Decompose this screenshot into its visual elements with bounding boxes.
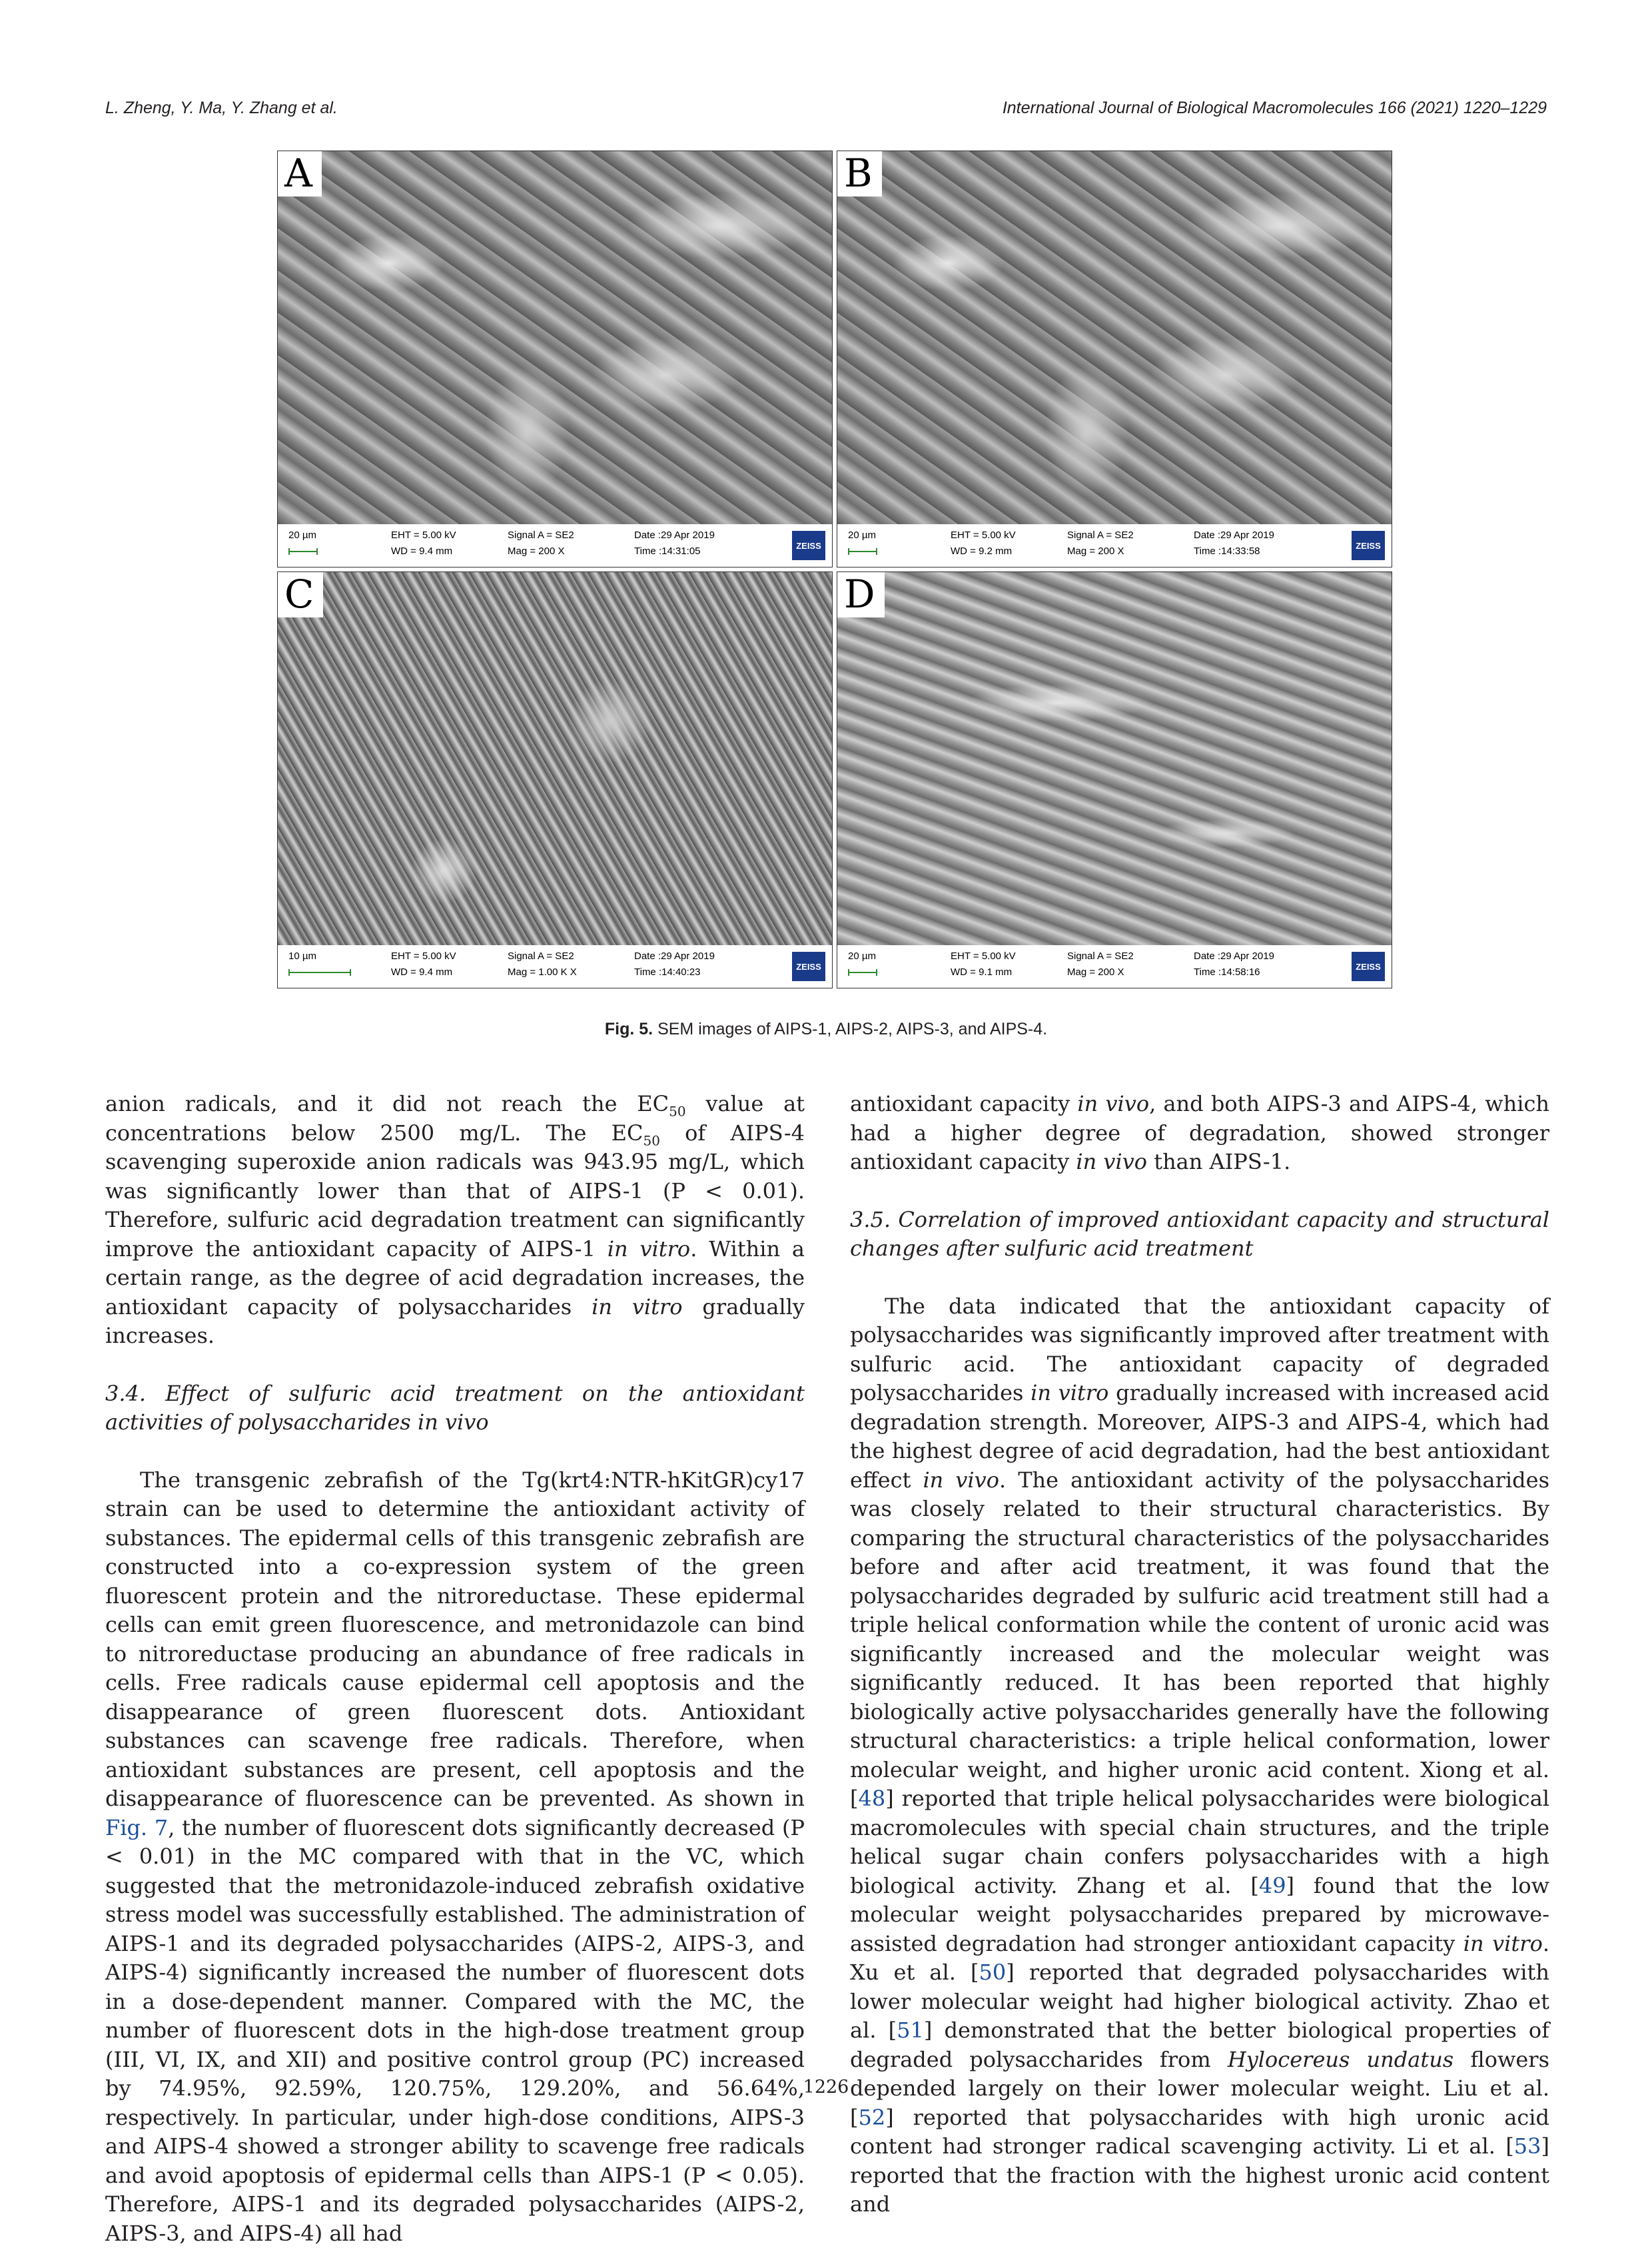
time-text: Time :14:40:23 [634,966,701,978]
zeiss-logo: ZEISS [1352,952,1385,981]
date-text: Date :29 Apr 2019 [634,950,715,962]
eht-text: EHT = 5.00 kV [391,530,456,541]
time-text: Time :14:58:16 [1194,966,1260,978]
zeiss-logo: ZEISS [792,952,825,981]
ref-link[interactable]: 49 [1259,1873,1286,1898]
wd-text: WD = 9.2 mm [951,546,1012,557]
sem-panel-d [837,571,1392,988]
scale-text: 20 µm [848,530,876,541]
zeiss-logo: ZEISS [792,531,825,560]
mag-text: Mag = 1.00 K X [508,966,577,978]
time-text: Time :14:31:05 [634,546,701,557]
ref-link[interactable]: 48 [858,1786,885,1811]
sem-info-bar [278,524,832,567]
date-text: Date :29 Apr 2019 [1194,530,1274,541]
sem-image-a [278,151,832,524]
mag-text: Mag = 200 X [508,546,564,557]
sem-info-bar [837,524,1392,567]
wd-text: WD = 9.4 mm [391,546,452,557]
page-number: 1226 [0,2077,1652,2097]
sem-panel-c [277,571,833,988]
left-column [105,1090,805,2248]
right-column [850,1090,1549,2219]
figure-link[interactable]: Fig. 7 [105,1815,168,1840]
sem-image-b [837,151,1392,524]
signal-text: Signal A = SE2 [508,530,574,541]
panel-label: C [278,572,323,617]
paragraph: The data indicated that the antioxidant capacity of polysaccharides was significantly improved after treatment with sulfuric acid. The antioxidant capacity of degraded polysaccharides in vitro gradually increased with increased acid degradation strength. Moreover, AIPS-3 and AIPS-4, which had the highest degree of acid degradation, had the best antioxidant effect in vivo. The antioxidant activity of the polysaccharides was closely related to their structural characteristics. By comparing the structural characteristics of the polysaccharides before and after acid treatment, it was found that the polysaccharides degraded by sulfuric acid treatment still had a triple helical conformation while the content of uronic acid was significantly increased and the molecular weight was significantly reduced. It has been reported that highly biologically active polysaccharides generally have the following structural characteristics: a triple helical conformation, lower molecular weight, and higher uronic acid content. Xiong et al. [48] reported that triple helical polysaccharides were biological macromolecules with special chain structures, and the triple helical sugar chain confers polysaccharides with a high biological activity. Zhang et al. [49] found that the low molecular weight polysaccharides prepared by microwave-assisted degradation had stronger antioxidant capacity in vitro. Xu et al. [50] reported that degraded polysaccharides with lower molecular weight had higher biological activity. Zhao et al. [51] demonstrated that the better biological properties of degraded polysaccharides from Hylocereus undatus flowers depended largely on their lower molecular weight. Liu et al. [52] reported that polysaccharides with high uronic acid content had stronger radical scavenging activity. Li et al. [53] reported that the fraction with the highest uronic acid content and [850,1292,1549,2219]
sem-image-c [278,572,832,945]
paragraph: The transgenic zebrafish of the Tg(krt4:NTR-hKitGR)cy17 strain can be used to determine the antioxidant activity of substances. The epidermal cells of this transgenic zebrafish are constructed into a co-expression system of the green fluorescent protein and the nitroreductase. These epidermal cells can emit green fluorescence, and metronidazole can bind to nitroreductase producing an abundance of free radicals in cells. Free radicals cause epidermal cell apoptosis and the disappearance of green fluorescent dots. Antioxidant substances can scavenge free radicals. Therefore, when antioxidant substances are present, cell apoptosis and the disappearance of fluorescence can be prevented. As shown in Fig. 7, the number of fluorescent dots significantly decreased (P < 0.01) in the MC compared with that in the VC, which suggested that the metronidazole-induced zebrafish oxidative stress model was successfully established. The administration of AIPS-1 and its degraded polysaccharides (AIPS-2, AIPS-3, and AIPS-4) significantly increased the number of fluorescent dots in a dose-dependent manner. Compared with the MC, the number of fluorescent dots in the high-dose treatment group (III, VI, IX, and XII) and positive control group (PC) increased by 74.95%, 92.59%, 120.75%, 129.20%, and 56.64%, respectively. In particular, under high-dose conditions, AIPS-3 and AIPS-4 showed a stronger ability to scavenge free radicals and avoid apoptosis of epidermal cells than AIPS-1 (P < 0.05). Therefore, AIPS-1 and its degraded polysaccharides (AIPS-2, AIPS-3, and AIPS-4) all had [105,1466,805,2248]
scale-text: 20 µm [288,530,316,541]
ref-link[interactable]: 51 [897,2018,924,2043]
panel-label: B [837,151,882,196]
date-text: Date :29 Apr 2019 [634,530,715,541]
paragraph: antioxidant capacity in vivo, and both AIPS-3 and AIPS-4, which had a higher degree of degradation, showed stronger antioxidant capacity in vivo than AIPS-1. [850,1090,1549,1177]
running-header-authors: L. Zheng, Y. Ma, Y. Zhang et al. [105,99,338,118]
eht-text: EHT = 5.00 kV [391,950,456,962]
ref-link[interactable]: 50 [979,1960,1007,1985]
signal-text: Signal A = SE2 [1067,950,1134,962]
section-heading-3-4: 3.4. Effect of sulfuric acid treatment on the antioxidant activities of polysaccharides in vivo [105,1379,805,1437]
paragraph: anion radicals, and it did not reach the $EC_{50}$ value at concentrations below 2500 mg/L. The $EC_{50}$ of AIPS-4 scavenging superoxide anion radicals was 943.95 mg/L, which was significantly lower than that of AIPS-1 (P < 0.01). Therefore, sulfuric acid degradation treatment can significantly improve the antioxidant capacity of AIPS-1 in vitro. Within a certain range, as the degree of acid degradation increases, the antioxidant capacity of polysaccharides in vitro gradually increases. [105,1090,805,1351]
scale-bar [848,969,877,976]
figure-caption [0,1020,1652,1039]
time-text: Time :14:33:58 [1194,546,1260,557]
section-heading-3-5: 3.5. Correlation of improved antioxidant capacity and structural changes after sulfuric acid treatment [850,1206,1549,1264]
scale-text: 20 µm [848,950,876,962]
eht-text: EHT = 5.00 kV [951,950,1016,962]
signal-text: Signal A = SE2 [1067,530,1134,541]
eht-text: EHT = 5.00 kV [951,530,1016,541]
wd-text: WD = 9.1 mm [951,966,1012,978]
mag-text: Mag = 200 X [1067,966,1124,978]
panel-label: A [278,151,322,196]
sem-info-bar [837,945,1392,988]
panel-label: D [837,572,885,617]
signal-text: Signal A = SE2 [508,950,574,962]
wd-text: WD = 9.4 mm [391,966,452,978]
zeiss-logo: ZEISS [1352,531,1385,560]
sem-info-bar [278,945,832,988]
date-text: Date :29 Apr 2019 [1194,950,1274,962]
figure-5 [277,151,1391,987]
running-header-journal: International Journal of Biological Macromolecules 166 (2021) 1220–1229 [1003,99,1547,118]
ref-link[interactable]: 53 [1514,2133,1541,2159]
sem-panel-a [277,151,833,567]
mag-text: Mag = 200 X [1067,546,1124,557]
scale-text: 10 µm [288,950,316,962]
sem-panel-b [837,151,1392,567]
caption-text: SEM images of AIPS-1, AIPS-2, AIPS-3, and AIPS-4. [657,1020,1047,1038]
sem-image-d [837,572,1392,945]
ref-link[interactable]: 52 [858,2105,885,2130]
scale-bar [848,548,877,555]
scale-bar [288,969,351,976]
caption-label: Fig. 5. [605,1020,653,1038]
scale-bar [288,548,318,555]
